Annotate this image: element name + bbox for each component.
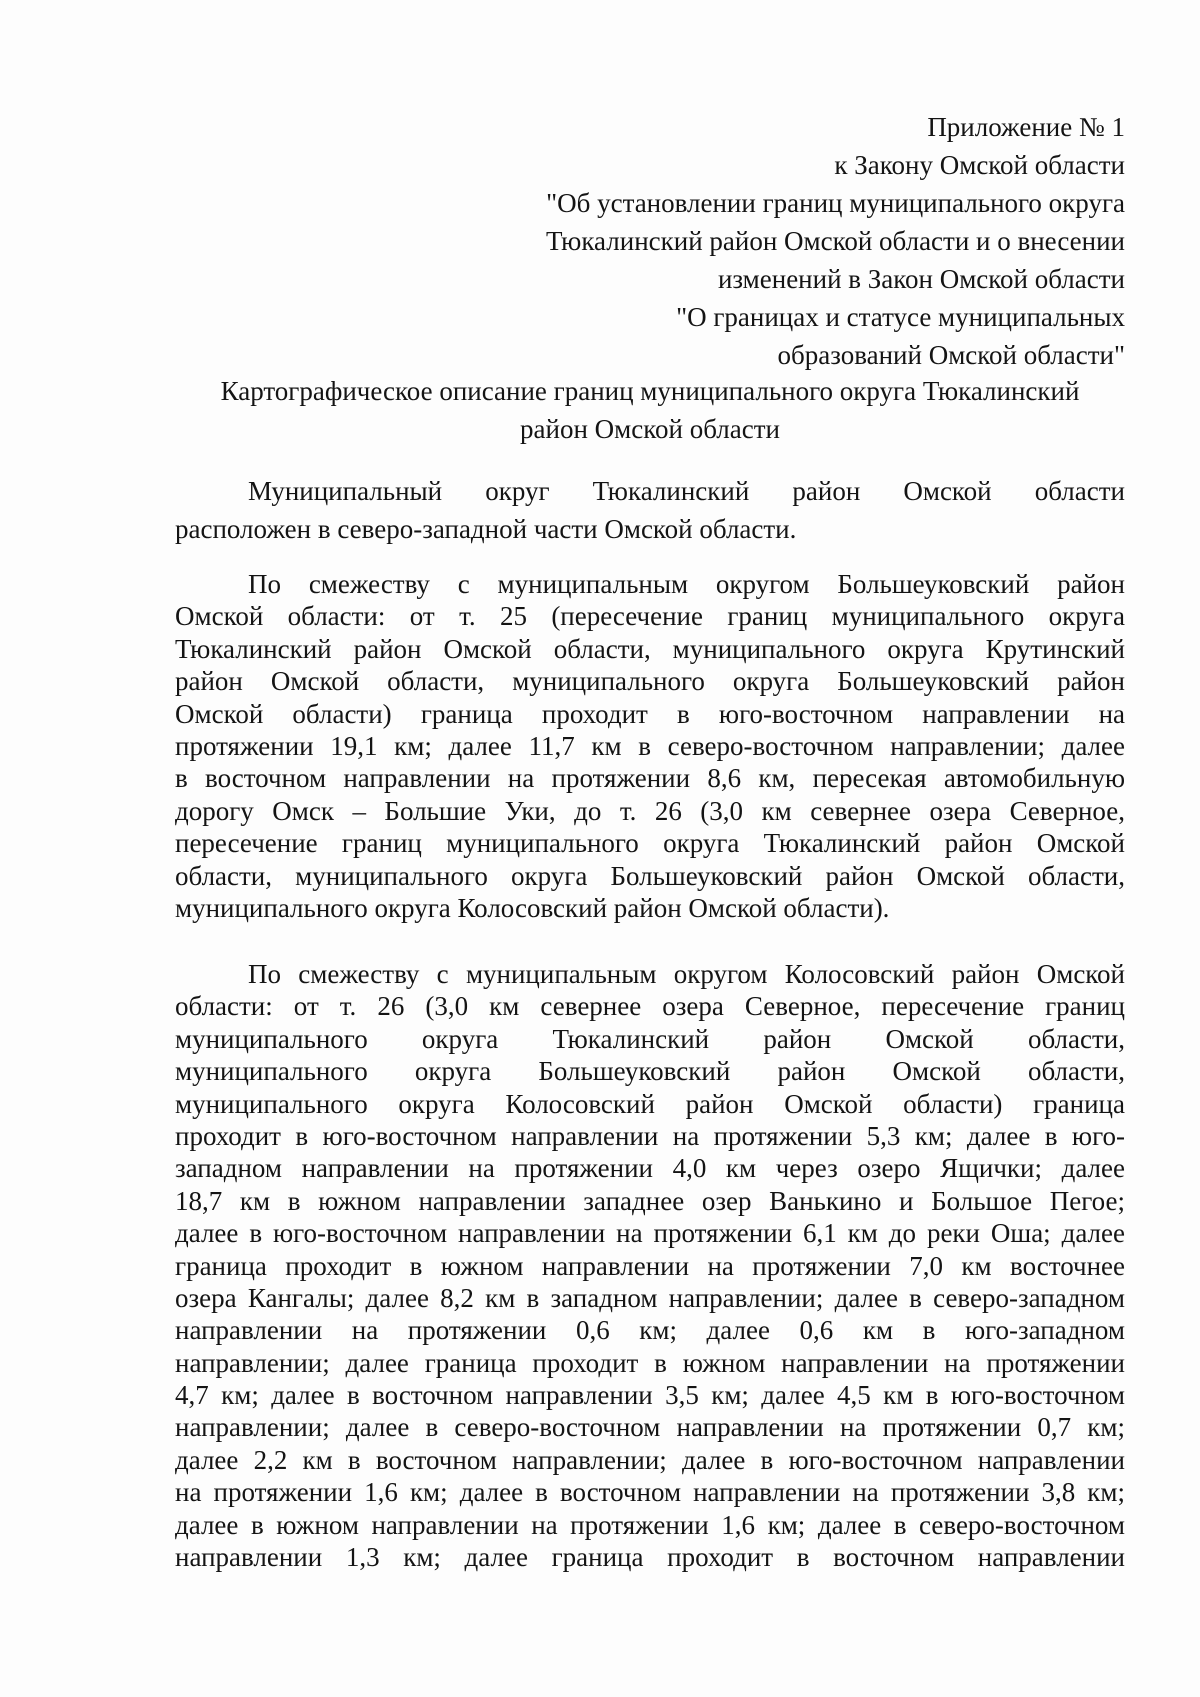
paragraph-line: проходит в юго-восточном направлении на протяжении 5,3 км; далее в юго-	[175, 1120, 1125, 1151]
paragraph-line: По смежеству с муниципальным округом Колосовский район Омской	[248, 959, 1125, 989]
paragraph-line: далее 2,2 км в восточном направлении; далее в юго-восточном направлении	[175, 1444, 1125, 1475]
paragraph-bolsheukovsky-border	[175, 568, 1125, 924]
paragraph-line: области, муниципального округа Большеуковский район Омской области,	[175, 860, 1125, 891]
paragraph-line: направлении на протяжении 0,6 км; далее 0,6 км в юго-западном	[175, 1315, 1125, 1346]
paragraph-line: 18,7 км в южном направлении западнее озер Ванькино и Большое Пегое;	[175, 1185, 1125, 1216]
paragraph-line: пересечение границ муниципального округа Тюкалинский район Омской	[175, 828, 1125, 859]
paragraph-line: Тюкалинский район Омской области, муниципального округа Крутинский	[175, 633, 1125, 664]
paragraph-line: дорогу Омск – Большие Уки, до т. 26 (3,0 км севернее озера Северное,	[175, 795, 1125, 826]
paragraph-line: озера Кангалы; далее 8,2 км в западном направлении; далее в северо-западном	[175, 1282, 1125, 1313]
title-line: район Омской области	[520, 414, 780, 444]
paragraph-line: Омской области) граница проходит в юго-восточном направлении на	[175, 698, 1125, 729]
paragraph-line: области: от т. 26 (3,0 км севернее озера Северное, пересечение границ	[175, 991, 1125, 1022]
paragraph-kolosovsky-border	[175, 958, 1125, 1573]
paragraph-line: граница проходит в южном направлении на протяжении 7,0 км восточнее	[175, 1250, 1125, 1281]
appendix-line: "О границах и статусе муниципальных	[676, 302, 1125, 332]
document-title	[180, 372, 1120, 448]
appendix-line: Приложение № 1	[927, 112, 1125, 142]
paragraph-line: муниципального округа Колосовский район Омской области).	[175, 892, 890, 923]
paragraph-line: направлении; далее граница проходит в южном направлении на протяжении	[175, 1347, 1125, 1378]
paragraph-line: направлении; далее в северо-восточном направлении на протяжении 0,7 км;	[175, 1412, 1125, 1443]
paragraph-line: муниципального округа Колосовский район Омской области) граница	[175, 1088, 1125, 1119]
paragraph-line: направлении 1,3 км; далее граница проходит в восточном направлении	[175, 1542, 1125, 1573]
paragraph-line: 4,7 км; далее в восточном направлении 3,5 км; далее 4,5 км в юго-восточном	[175, 1380, 1125, 1411]
appendix-line: Тюкалинский район Омской области и о внесении	[546, 226, 1125, 256]
paragraph-line: в восточном направлении на протяжении 8,6 км, пересекая автомобильную	[175, 763, 1125, 794]
paragraph-line: Муниципальный округ Тюкалинский район Омской области	[248, 476, 1125, 506]
appendix-line: образований Омской области"	[777, 340, 1125, 370]
paragraph-line: далее в южном направлении на протяжении 1,6 км; далее в северо-восточном	[175, 1509, 1125, 1540]
paragraph-line: на протяжении 1,6 км; далее в восточном направлении на протяжении 3,8 км;	[175, 1477, 1125, 1508]
appendix-line: к Закону Омской области	[834, 150, 1125, 180]
paragraph-location	[175, 472, 1125, 548]
paragraph-line: муниципального округа Большеуковский район Омской области,	[175, 1056, 1125, 1087]
paragraph-line: западном направлении на протяжении 4,0 км через озеро Ящички; далее	[175, 1153, 1125, 1184]
appendix-line: "Об установлении границ муниципального округа	[546, 188, 1125, 218]
appendix-line: изменений в Закон Омской области	[717, 264, 1125, 294]
paragraph-line: расположен в северо-западной части Омской области.	[175, 514, 797, 544]
paragraph-line: район Омской области, муниципального округа Большеуковский район	[175, 666, 1125, 697]
paragraph-line: протяжении 19,1 км; далее 11,7 км в северо-восточном направлении; далее	[175, 730, 1125, 761]
paragraph-line: далее в юго-восточном направлении на протяжении 6,1 км до реки Оша; далее	[175, 1218, 1125, 1249]
paragraph-line: Омской области: от т. 25 (пересечение границ муниципального округа	[175, 601, 1125, 632]
title-line: Картографическое описание границ муниципального округа Тюкалинский	[220, 376, 1080, 406]
appendix-header	[425, 108, 1125, 374]
paragraph-line: По смежеству с муниципальным округом Большеуковский район	[248, 569, 1125, 599]
paragraph-line: муниципального округа Тюкалинский район Омской области,	[175, 1023, 1125, 1054]
